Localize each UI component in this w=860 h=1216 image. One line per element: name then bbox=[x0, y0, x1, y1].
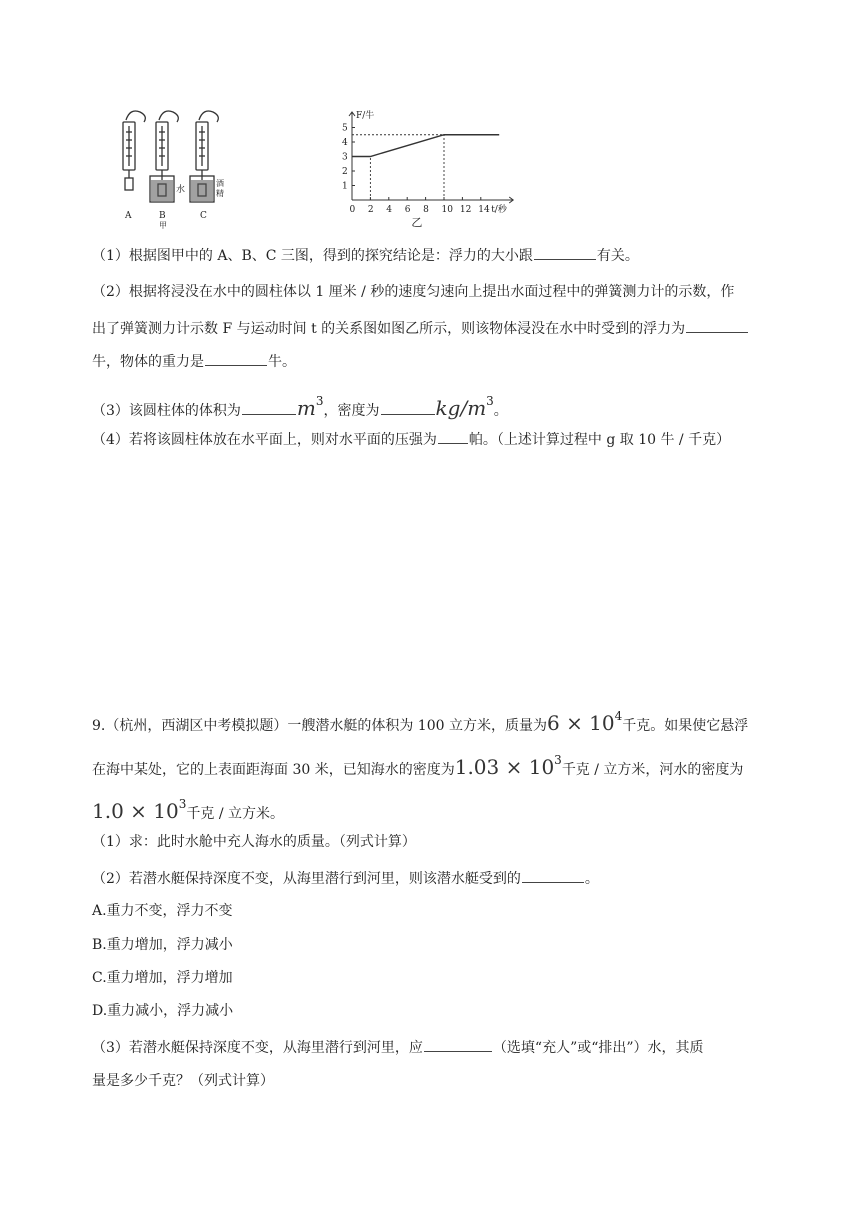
q8-part2-line1: （2）根据将浸没在水中的圆柱体以 1 厘米 / 秒的速度匀速向上提出水面过程中的弹簧测力计的示数，作 bbox=[92, 284, 735, 300]
q9-part2-end: 。 bbox=[584, 871, 599, 887]
y-axis-label: F/牛 bbox=[356, 111, 375, 121]
q8-part2-line2 bbox=[92, 318, 749, 339]
q9-part2 bbox=[92, 868, 599, 889]
q9-stem-line3 bbox=[92, 794, 284, 824]
answer-blank[interactable] bbox=[242, 400, 296, 415]
series-line bbox=[352, 135, 499, 157]
q8-part4-end: 帕。（上述计算过程中 g 取 10 牛 / 千克） bbox=[468, 432, 731, 448]
unit-m3: m bbox=[296, 396, 316, 420]
q9-seawater-density: 1.03 × 10 bbox=[454, 755, 555, 779]
y-tick-label: 1 bbox=[342, 181, 348, 192]
x-tick-label: 2 bbox=[367, 205, 374, 215]
q9-part3-text-b: （选填“充人”或“排出”）水，其质 bbox=[492, 1040, 704, 1056]
answer-blank[interactable] bbox=[381, 400, 435, 415]
figure-a-caption: 甲 bbox=[159, 221, 167, 230]
x-tick-label: 4 bbox=[386, 205, 393, 215]
q9-mass-value: 6 × 10 bbox=[546, 711, 615, 735]
q9-riverwater-exp: 3 bbox=[178, 797, 187, 811]
x-tick-label: 14 bbox=[478, 205, 490, 215]
figure-spring-scales bbox=[112, 104, 252, 232]
q8-part2-line3 bbox=[92, 351, 296, 372]
answer-blank[interactable] bbox=[686, 318, 748, 333]
label-c: C bbox=[200, 211, 207, 221]
q8-part2-text: 出了弹簧测力计示数 F 与运动时间 t 的关系图如图乙所示，则该物体浸没在水中时受到的浮力为 bbox=[92, 321, 686, 337]
q9-part2-text: （2）若潜水艇保持深度不变，从海里潜行到河里，则该潜水艇受到的 bbox=[92, 871, 521, 887]
q9-riverwater-density: 1.0 × 10 bbox=[92, 799, 179, 823]
answer-blank[interactable] bbox=[424, 1037, 492, 1052]
q8-part3-end: 。 bbox=[493, 403, 508, 419]
alcohol-label-2: 精 bbox=[216, 189, 224, 198]
x-axis-label: t/秒 bbox=[491, 205, 507, 215]
y-tick-label: 2 bbox=[342, 167, 348, 177]
x-tick-label: 12 bbox=[459, 205, 472, 215]
y-tick-label: 4 bbox=[342, 138, 348, 148]
q8-part2-end: 牛。 bbox=[268, 354, 296, 370]
figure-b-caption: 乙 bbox=[411, 216, 423, 228]
q8-part3-text-b: ，密度为 bbox=[323, 403, 380, 419]
figure-f-t-graph bbox=[328, 104, 518, 228]
x-tick-label: 0 bbox=[349, 205, 356, 215]
q9-part1: （1）求：此时水舱中充人海水的质量。（列式计算） bbox=[92, 834, 416, 850]
q9-text-d: 千克 / 立方米，河水的密度为 bbox=[561, 762, 744, 778]
q8-part1 bbox=[92, 245, 639, 266]
q9-part3-line1 bbox=[92, 1037, 704, 1058]
x-tick-label: 6 bbox=[404, 205, 411, 215]
option-b[interactable]: B.重力增加，浮力减小 bbox=[92, 937, 233, 953]
x-tick-label: 10 bbox=[441, 205, 453, 215]
q9-stem-line2 bbox=[92, 750, 743, 780]
y-tick-label: 5 bbox=[342, 123, 348, 134]
q8-part3: （3）该圆柱体的体积为 $m^3$，密度为 $kg/m^3$。 bbox=[92, 394, 508, 420]
q9-seawater-exp: 3 bbox=[554, 753, 562, 767]
option-a[interactable]: A.重力不变，浮力不变 bbox=[92, 903, 233, 919]
option-d[interactable]: D.重力减小，浮力减小 bbox=[92, 1003, 234, 1019]
alcohol-fill bbox=[191, 180, 213, 201]
water-fill bbox=[151, 180, 173, 201]
alcohol-label-1: 酒 bbox=[216, 179, 224, 188]
q9-part3-line2: 量是多少千克？（列式计算） bbox=[92, 1073, 274, 1089]
label-b: B bbox=[159, 211, 166, 221]
answer-blank[interactable] bbox=[205, 351, 267, 366]
answer-blank[interactable] bbox=[522, 868, 584, 883]
unit-kg-m3: kg/m bbox=[435, 396, 487, 420]
q9-mass-exp: 4 bbox=[614, 709, 623, 723]
q9-text-b: 千克。如果使它悬浮 bbox=[622, 718, 749, 734]
q9-part3-text: （3）若潜水艇保持深度不变，从海里潜行到河里，应 bbox=[92, 1040, 423, 1056]
x-tick-label: 8 bbox=[423, 205, 429, 215]
q9-stem-line1 bbox=[92, 706, 748, 736]
q8-part3-text: （3）该圆柱体的体积为 bbox=[92, 403, 241, 419]
q9-text: 9.（杭州，西湖区中考模拟题）一艘潜水艇的体积为 100 立方米，质量为 bbox=[92, 718, 547, 734]
q9-text-e: 千克 / 立方米。 bbox=[186, 806, 284, 822]
q8-part2-text-b: 牛，物体的重力是 bbox=[92, 354, 204, 370]
q8-part4 bbox=[92, 429, 730, 450]
answer-blank[interactable] bbox=[438, 429, 468, 444]
answer-blank[interactable] bbox=[534, 245, 596, 260]
q8-part1-end: 有关。 bbox=[596, 248, 639, 264]
option-c[interactable]: C.重力增加，浮力增加 bbox=[92, 970, 233, 986]
label-a: A bbox=[125, 211, 132, 221]
q8-part1-text: （1）根据图甲中的 A、B、C 三图，得到的探究结论是：浮力的大小跟 bbox=[92, 248, 533, 264]
q8-part4-text: （4）若将该圆柱体放在水平面上，则对水平面的压强为 bbox=[92, 432, 437, 448]
q9-text-c: 在海中某处，它的上表面距海面 30 米，已知海水的密度为 bbox=[92, 762, 455, 778]
y-tick-label: 3 bbox=[342, 152, 348, 163]
water-label: 水 bbox=[176, 185, 186, 195]
